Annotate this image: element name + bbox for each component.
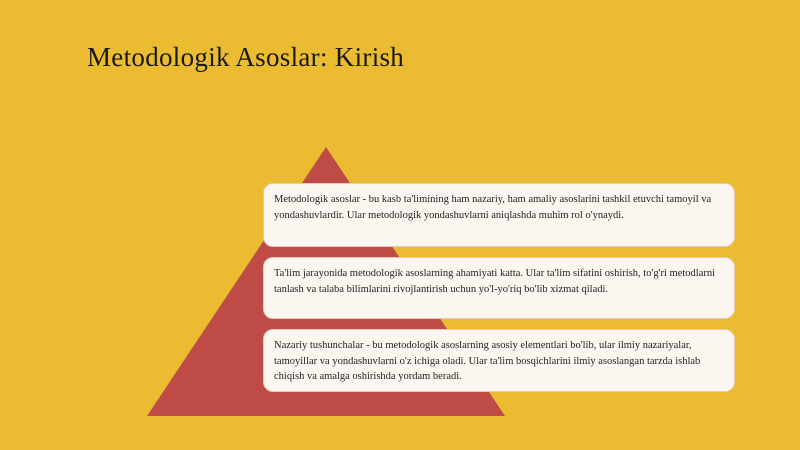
slide-title: Metodologik Asoslar: Kirish	[87, 42, 405, 72]
info-card-3-text: Nazariy tushunchalar - bu metodologik asoslarning asosiy elementlari bo'lib, ular ilmiy nazariyalar, tamoyillar va yondashuvlarni o'z ichiga oladi. Ular ta'lim bosqichlarini ilmiy asoslangan tarzda ishlab chiqish va amalga oshirishda yordam beradi.	[274, 340, 701, 382]
info-card-1-text: Metodologik asoslar - bu kasb ta'limining ham nazariy, ham amaliy asoslarini tashkil etuvchi tamoyil va yondashuvlardir. Ular metodologik yondashuvlarni aniqlashda muhim rol o'ynaydi.	[274, 194, 712, 221]
info-card-2-text: Ta'lim jarayonida metodologik asoslarning ahamiyati katta. Ular ta'lim sifatini oshirish, to'g'ri metodlarni tanlash va talaba bilimlarini rivojlantirish uchun yo'l-yo'riq bo'lib xizmat qiladi.	[274, 268, 716, 295]
info-card-2	[263, 257, 735, 319]
info-card-1	[263, 183, 735, 247]
info-card-3	[263, 329, 735, 392]
